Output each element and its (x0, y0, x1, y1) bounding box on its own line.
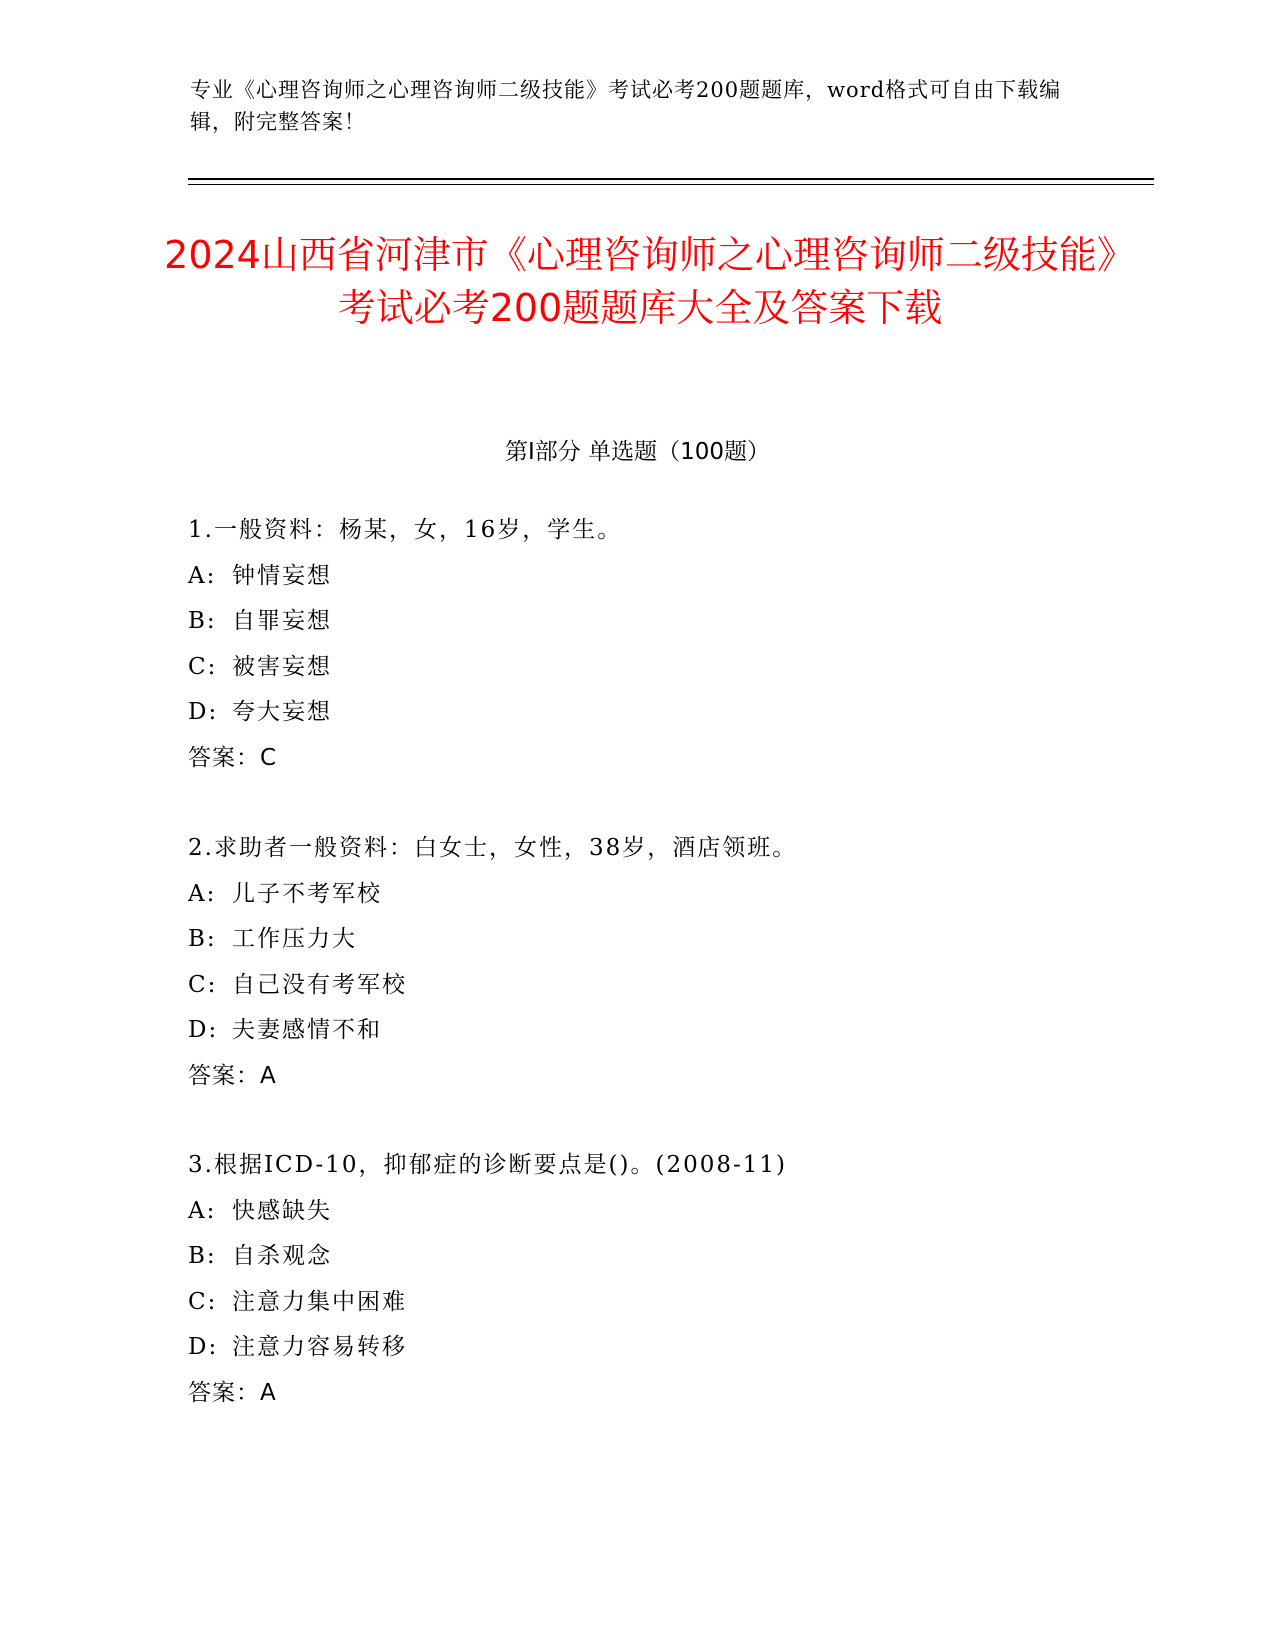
option-key: C: (188, 1288, 218, 1315)
header-note: 专业《心理咨询师之心理咨询师二级技能》考试必考200题题库，word格式可自由下载编辑，附完整答案！ (190, 78, 1062, 134)
option-key: C: (188, 653, 218, 680)
option-text: 夫妻感情不和 (232, 1017, 382, 1043)
option-a (188, 872, 1088, 918)
option-key: C: (188, 971, 218, 998)
option-text: 钟情妄想 (232, 562, 332, 589)
option-key: A: (188, 562, 217, 589)
question-2 (188, 826, 1088, 1099)
document-title: 2024山西省河津市《心理咨询师之心理咨询师二级技能》考试必考200题题库大全及答案下载 (164, 233, 1116, 330)
option-c (188, 645, 1088, 691)
option-text: 自罪妄想 (232, 608, 332, 634)
option-text: 注意力集中困难 (232, 1288, 407, 1315)
option-b (188, 599, 1088, 645)
option-key: B: (188, 1243, 217, 1269)
option-d (188, 690, 1088, 736)
option-b (188, 1234, 1088, 1280)
question-stem: 3.根据ICD-10，抑郁症的诊断要点是()。(2008-11) (188, 1152, 787, 1178)
option-text: 儿子不考军校 (232, 880, 382, 907)
question-stem: 2.求助者一般资料：白女士，女性，38岁，酒店领班。 (188, 835, 798, 861)
option-text: 快感缺失 (232, 1197, 332, 1224)
option-key: B: (188, 926, 217, 952)
option-c (188, 963, 1088, 1009)
option-c (188, 1280, 1088, 1326)
option-b (188, 917, 1088, 963)
header-divider-thin (188, 184, 1154, 185)
option-d (188, 1008, 1088, 1054)
option-key: A: (188, 1197, 217, 1224)
answer-line: 答案：A (188, 1379, 277, 1406)
answer-line: 答案：A (188, 1062, 277, 1089)
option-d (188, 1325, 1088, 1371)
question-stem: 1.一般资料：杨某，女，16岁，学生。 (188, 517, 623, 543)
option-text: 工作压力大 (232, 926, 357, 952)
option-a (188, 554, 1088, 600)
question-3 (188, 1143, 1088, 1416)
section-title: 第Ⅰ部分 单选题（100题） (505, 439, 770, 465)
option-text: 被害妄想 (232, 653, 332, 680)
option-text: 自杀观念 (232, 1243, 332, 1269)
answer-line: 答案：C (188, 744, 278, 771)
option-key: D: (188, 699, 219, 725)
option-a (188, 1189, 1088, 1235)
option-text: 自己没有考军校 (232, 971, 407, 998)
option-key: D: (188, 1334, 219, 1360)
option-key: A: (188, 880, 217, 907)
question-1 (188, 508, 1088, 781)
option-key: B: (188, 608, 217, 634)
option-text: 注意力容易转移 (232, 1334, 407, 1360)
header-divider-thick (188, 178, 1154, 180)
option-text: 夸大妄想 (232, 699, 332, 725)
option-key: D: (188, 1017, 219, 1043)
